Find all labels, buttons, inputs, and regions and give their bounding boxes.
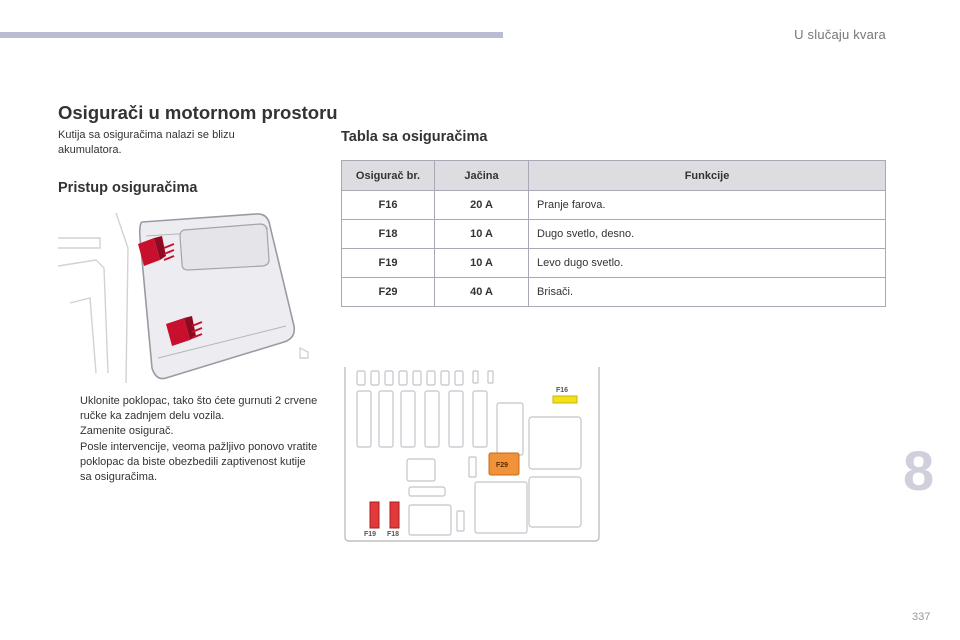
fuse-label-f19: F19 <box>364 531 377 538</box>
intro-text: Kutija sa osiguračima nalazi se blizu akumulatora. <box>58 129 235 156</box>
table-header-fuse: Osigurač br. <box>342 161 435 191</box>
fuse-box-diagram <box>343 367 601 543</box>
table-row: F18 10 A Dugo svetlo, desno. <box>342 220 886 249</box>
table-header-rating: Jačina <box>435 161 529 191</box>
fuse-f16 <box>553 396 577 403</box>
list-item: Uklonite poklopac, tako što ćete gurnuti 2 crvene ručke ka zadnjem delu vozila. <box>80 395 318 423</box>
fuse-f18 <box>390 502 399 528</box>
list-item: Posle intervencije, veoma pažljivo ponovo vratite poklopac da biste obezbedili zaptivenost kutije sa osiguračima. <box>80 440 318 484</box>
fuse-label-f18: F18 <box>387 531 400 538</box>
table-row: F16 20 A Pranje farova. <box>342 191 886 220</box>
table-header-functions: Funkcije <box>529 161 886 191</box>
fuse-label-f29: F29 <box>496 462 509 469</box>
table-row: F29 40 A Brisači. <box>342 278 886 307</box>
access-heading: Pristup osiguračima <box>58 180 198 196</box>
fuse-f19 <box>370 502 379 528</box>
page-title: Osigurači u motornom prostoru <box>58 102 338 123</box>
fuse-table <box>341 160 886 307</box>
section-title: U slučaju kvara <box>794 27 886 42</box>
top-decor-bar <box>0 32 503 38</box>
table-heading: Tabla sa osiguračima <box>341 129 488 145</box>
instruction-list <box>58 394 320 485</box>
table-row: F19 10 A Levo dugo svetlo. <box>342 249 886 278</box>
page-number: 337 <box>912 611 931 623</box>
chapter-number: 8 <box>903 439 935 502</box>
fuse-label-f16: F16 <box>556 387 569 394</box>
list-item: Zamenite osigurač. <box>80 425 174 438</box>
engine-compartment-illustration <box>56 208 318 386</box>
